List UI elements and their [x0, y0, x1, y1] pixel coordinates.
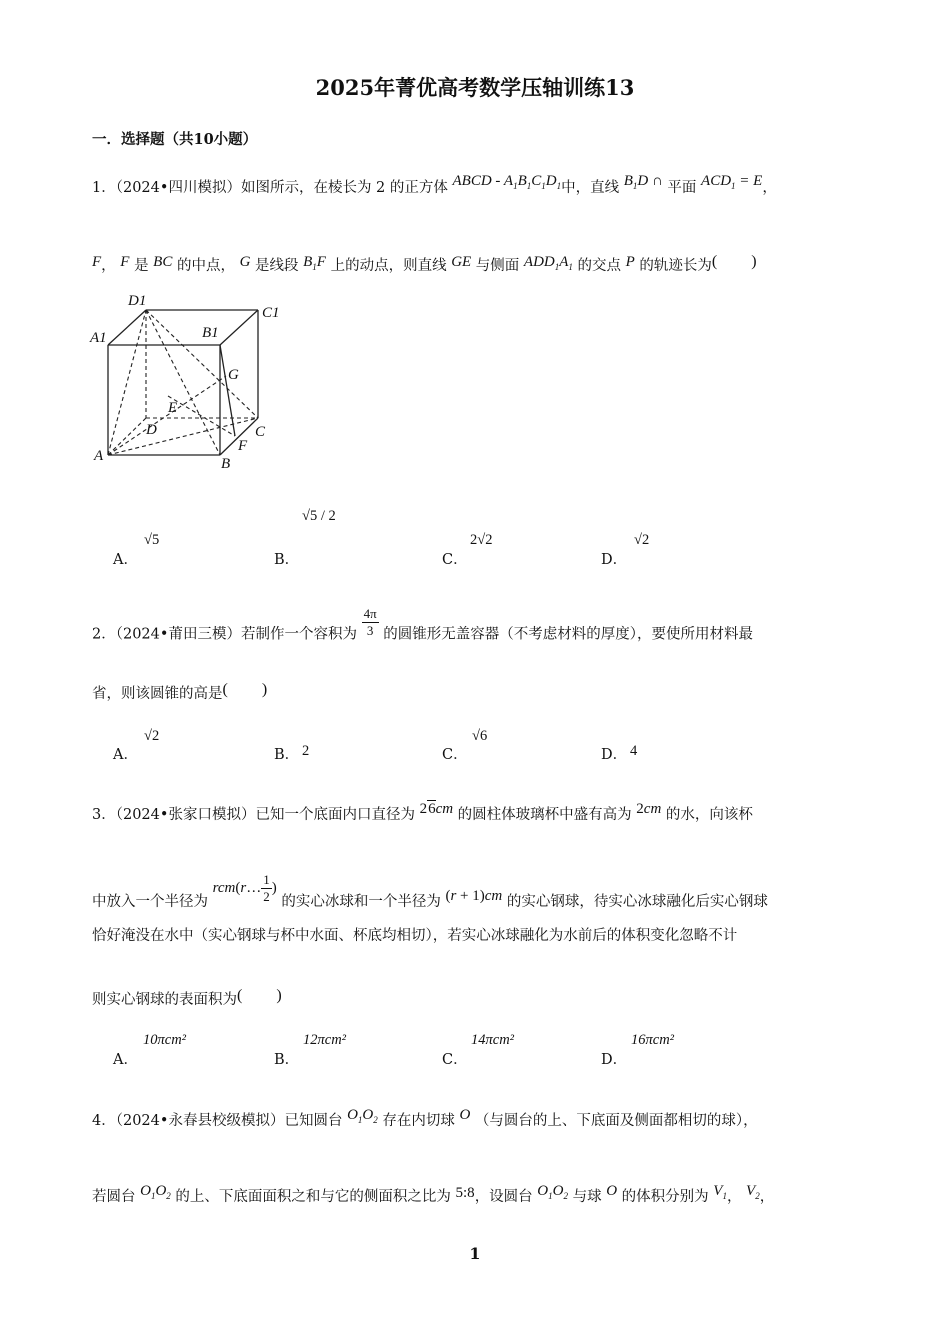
q4-ratio: 5:8	[455, 1185, 475, 1201]
label-F: F	[238, 438, 248, 454]
q2-line2: 省，则该圆锥的高是( )	[92, 681, 268, 702]
label-B: B	[221, 456, 231, 472]
q2-volume-fraction: $\frac{4\pi}{3}$	[363, 606, 377, 638]
label-D: D	[146, 422, 157, 438]
q2-option-a-label: A．	[113, 747, 138, 763]
q1-option-d-label: D．	[601, 552, 628, 568]
q3-line2: 中放入一个半径为 rcm(r… $\frac{1}{2}$ ) 的实心冰球和一个半径为 (r + 1)cm 的实心钢球，待实心冰球融化后实心钢球	[92, 872, 768, 910]
q3-line1: 3．（2024•张家口模拟）已知一个底面内口直径为 26cm 的圆柱体玻璃杯中盛有高为 2cm 的水，向该杯	[92, 801, 753, 823]
q3-line3: 恰好淹没在水中（实心钢球与杯中水面、杯底均相切），若实心冰球融化为水前后的体积变化忽略不计	[92, 928, 738, 944]
q1-option-d-value: √2	[634, 532, 650, 548]
cube-figure	[88, 290, 288, 475]
q3-ice-radius: rcm(r… $\frac{1}{2}$ )	[212, 872, 277, 904]
label-C1: C1	[262, 305, 280, 321]
q2-option-c-value: √6	[472, 728, 488, 744]
q1-cube-name: ABCD - $A_1B_1C_1D_1$	[452, 173, 562, 191]
q4-line1: 4．（2024•永春县校级模拟）已知圆台 $O_1O_2$ 存在内切球 O （与圆台的上、下底面及侧面都相切的球），	[92, 1107, 758, 1129]
q3-option-d-label: D．	[601, 1052, 628, 1068]
q2-option-a-value: √2	[144, 728, 160, 744]
q3-option-c-value: 14πcm²	[471, 1032, 515, 1048]
q2-line1: 2．（2024•莆田三模）若制作一个容积为 $\frac{4\pi}{3}$ 的圆锥形无盖容器（不考虑材料的厚度），要使所用材料最	[92, 606, 753, 643]
q3-option-b-value: 12πcm²	[303, 1032, 347, 1048]
q3-line4: 则实心钢球的表面积为( )	[92, 987, 282, 1008]
label-A: A	[94, 448, 104, 464]
q1-option-b-label: B．	[274, 552, 300, 568]
q2-option-b-label: B．	[274, 747, 300, 763]
q1-line-b1d: $B_1D$ ∩	[623, 173, 663, 191]
q3-option-c-label: C．	[442, 1052, 468, 1068]
q1-line2: F， F 是 BC 的中点， G 是线段 $B_1F$ 上的动点，则直线 GE 与侧面 $ADD_1A_1$ 的交点 P 的轨迹长为( )	[92, 253, 757, 274]
q3-option-d-value: 16πcm²	[631, 1032, 675, 1048]
q2-option-d-label: D．	[601, 747, 628, 763]
label-B1: B1	[202, 325, 219, 341]
q1-option-c-label: C．	[442, 552, 468, 568]
q3-water-height: 2cm	[636, 801, 662, 817]
q2-option-c-label: C．	[442, 747, 468, 763]
q1-option-b-value: √5 / 2	[302, 508, 336, 524]
q1-option-a-label: A．	[113, 552, 138, 568]
q1-option-a-value: √5	[144, 532, 160, 548]
q3-option-a-value: 10πcm²	[143, 1032, 187, 1048]
page-number: 1	[469, 1244, 481, 1263]
label-D1: D1	[128, 293, 147, 309]
page-title: 2025年菁优高考数学压轴训练13	[315, 75, 635, 100]
q3-steel-radius: (r + 1)cm	[445, 887, 503, 904]
q2-option-b-value: 2	[302, 743, 310, 759]
q3-option-a-label: A．	[113, 1052, 138, 1068]
label-E: E	[168, 400, 178, 416]
label-G: G	[228, 367, 239, 383]
q1-plane: $ACD_1 = E$	[701, 173, 763, 191]
q4-line2: 若圆台 $O_1O_2$ 的上、下底面面积之和与它的侧面积之比为 5:8，设圆台 $O_1O_2$ 与球 O 的体积分别为 $V_1$， $V_2$，	[92, 1183, 775, 1205]
q2-option-d-value: 4	[630, 743, 638, 759]
q3-diameter: 26cm	[419, 801, 454, 817]
q1-option-c-value: 2√2	[470, 532, 493, 548]
section-heading: 一．选择题（共10小题）	[92, 131, 258, 148]
label-C: C	[255, 424, 266, 440]
q1-line1: 1．（2024•四川模拟）如图所示，在棱长为 2 的正方体 ABCD - $A_1B_1C_1D_1$中，直线 $B_1D$ ∩ 平面 $ACD_1 = E$，	[92, 173, 777, 196]
q3-option-b-label: B．	[274, 1052, 300, 1068]
label-A1: A1	[90, 330, 107, 346]
